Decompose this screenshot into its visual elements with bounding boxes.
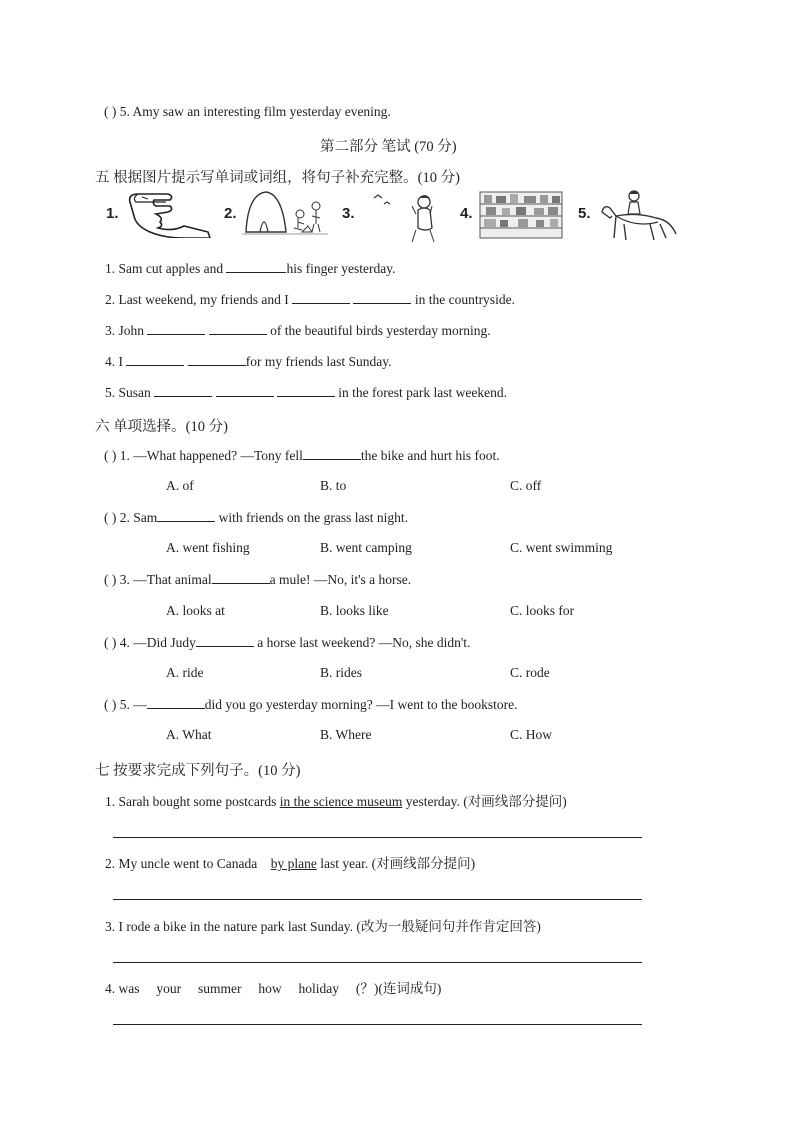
option-a[interactable]: A. of xyxy=(166,478,194,493)
picture-number: 5. xyxy=(578,205,591,222)
picture-number: 3. xyxy=(342,205,355,222)
answer-blank[interactable] xyxy=(303,447,361,460)
task-text: last year. (对画线部分提问) xyxy=(316,856,476,871)
option-c[interactable]: C. How xyxy=(510,727,553,742)
option-c[interactable]: C. looks for xyxy=(510,603,575,618)
question-text: 4. —Did Judy xyxy=(119,635,196,650)
shopping-shelves-picture xyxy=(478,188,564,242)
answer-blank[interactable] xyxy=(277,384,335,397)
watching-birds-picture xyxy=(360,188,440,244)
answer-blank[interactable] xyxy=(292,291,350,304)
section-7-title: 七 按要求完成下列句子。(10 分) xyxy=(95,763,301,779)
option-b[interactable]: B. looks like xyxy=(320,603,389,618)
question-text: a mule! —No, it's a horse. xyxy=(269,572,412,587)
question-text: 5. Amy saw an interesting film yesterday evening. xyxy=(119,104,391,119)
option-a[interactable]: A. ride xyxy=(166,665,204,680)
question-1 xyxy=(104,447,500,464)
answer-paren[interactable]: ( ) xyxy=(104,448,117,463)
question-text: did you go yesterday morning? —I went to the bookstore. xyxy=(204,697,518,712)
sentence-text: of the beautiful birds yesterday morning. xyxy=(270,323,491,338)
question-2 xyxy=(104,509,408,526)
sentence-text: his finger yesterday. xyxy=(286,261,396,276)
sentence-3 xyxy=(105,322,491,339)
underlined-phrase: in the science museum xyxy=(279,794,403,809)
section-6-title: 六 单项选择。(10 分) xyxy=(95,419,228,435)
answer-paren[interactable]: ( ) xyxy=(104,572,117,587)
answer-blank[interactable] xyxy=(209,322,267,335)
question-text: the bike and hurt his foot. xyxy=(360,448,500,463)
question-text: 1. —What happened? —Tony fell xyxy=(119,448,303,463)
answer-blank[interactable] xyxy=(147,322,205,335)
answer-paren[interactable]: ( ) xyxy=(104,510,117,525)
option-c[interactable]: C. off xyxy=(510,478,542,493)
sentence-2 xyxy=(105,291,515,308)
option-a[interactable]: A. looks at xyxy=(166,603,225,618)
sentence-text: 4. I xyxy=(105,354,123,369)
answer-line[interactable] xyxy=(113,962,642,963)
answer-paren[interactable]: ( ) xyxy=(104,697,117,712)
question-3 xyxy=(104,571,411,588)
riding-horse-picture xyxy=(596,188,682,248)
picture-number: 1. xyxy=(106,205,119,222)
answer-blank[interactable] xyxy=(126,353,184,366)
answer-blank[interactable] xyxy=(154,384,212,397)
answer-blank[interactable] xyxy=(157,509,215,522)
question-text: with friends on the grass last night. xyxy=(218,510,408,525)
sentence-text: in the countryside. xyxy=(414,292,515,307)
question-text: a horse last weekend? —No, she didn't. xyxy=(257,635,471,650)
answer-line[interactable] xyxy=(113,837,642,838)
sentence-text: 2. Last weekend, my friends and I xyxy=(105,292,289,307)
finger-cut-picture xyxy=(124,188,214,238)
option-a[interactable]: A. went fishing xyxy=(166,540,250,555)
answer-blank[interactable] xyxy=(216,384,274,397)
section-5-title: 五 根据图片提示写单词或词组，将句子补充完整。(10 分) xyxy=(95,170,460,186)
question-4 xyxy=(104,634,470,651)
option-b[interactable]: B. Where xyxy=(320,727,372,742)
answer-blank[interactable] xyxy=(353,291,411,304)
option-b[interactable]: B. went camping xyxy=(320,540,412,555)
question-row xyxy=(104,104,391,120)
answer-line[interactable] xyxy=(113,1024,642,1025)
task-2 xyxy=(105,852,475,872)
question-text: 2. Sam xyxy=(119,510,158,525)
task-3: 3. I rode a bike in the nature park last Sunday. (改为一般疑问句并作肯定回答) xyxy=(105,919,541,934)
option-b[interactable]: B. to xyxy=(320,478,347,493)
answer-paren[interactable]: ( ) xyxy=(104,635,117,650)
camping-tent-picture xyxy=(242,188,328,240)
question-text: 3. —That animal xyxy=(119,572,212,587)
task-text: 2. My uncle went to Canada xyxy=(105,856,271,871)
sentence-text: 1. Sam cut apples and xyxy=(105,261,224,276)
picture-number: 2. xyxy=(224,205,237,222)
sentence-text: 5. Susan xyxy=(105,385,151,400)
part-title: 第二部分 笔试 (70 分) xyxy=(320,139,457,155)
task-1 xyxy=(105,790,567,810)
sentence-text: in the forest park last weekend. xyxy=(338,385,507,400)
question-text: 5. — xyxy=(119,697,147,712)
sentence-4 xyxy=(105,353,391,370)
picture-number: 4. xyxy=(460,205,473,222)
answer-blank[interactable] xyxy=(226,260,286,273)
underlined-phrase: by plane xyxy=(270,856,317,871)
answer-blank[interactable] xyxy=(147,696,205,709)
answer-blank[interactable] xyxy=(196,634,254,647)
answer-paren[interactable]: ( ) xyxy=(104,104,117,119)
option-c[interactable]: C. went swimming xyxy=(510,540,613,555)
sentence-1 xyxy=(105,260,395,277)
answer-blank[interactable] xyxy=(212,571,270,584)
task-4: 4. was your summer how holiday (？)(连词成句) xyxy=(105,981,442,996)
answer-blank[interactable] xyxy=(188,353,246,366)
sentence-text: for my friends last Sunday. xyxy=(245,354,392,369)
option-b[interactable]: B. rides xyxy=(320,665,362,680)
answer-line[interactable] xyxy=(113,899,642,900)
task-text: 1. Sarah bought some postcards xyxy=(105,794,280,809)
sentence-5 xyxy=(105,384,507,401)
task-text: yesterday. (对画线部分提问) xyxy=(402,794,567,809)
option-a[interactable]: A. What xyxy=(166,727,212,742)
question-5 xyxy=(104,696,517,713)
option-c[interactable]: C. rode xyxy=(510,665,550,680)
sentence-text: 3. John xyxy=(105,323,145,338)
